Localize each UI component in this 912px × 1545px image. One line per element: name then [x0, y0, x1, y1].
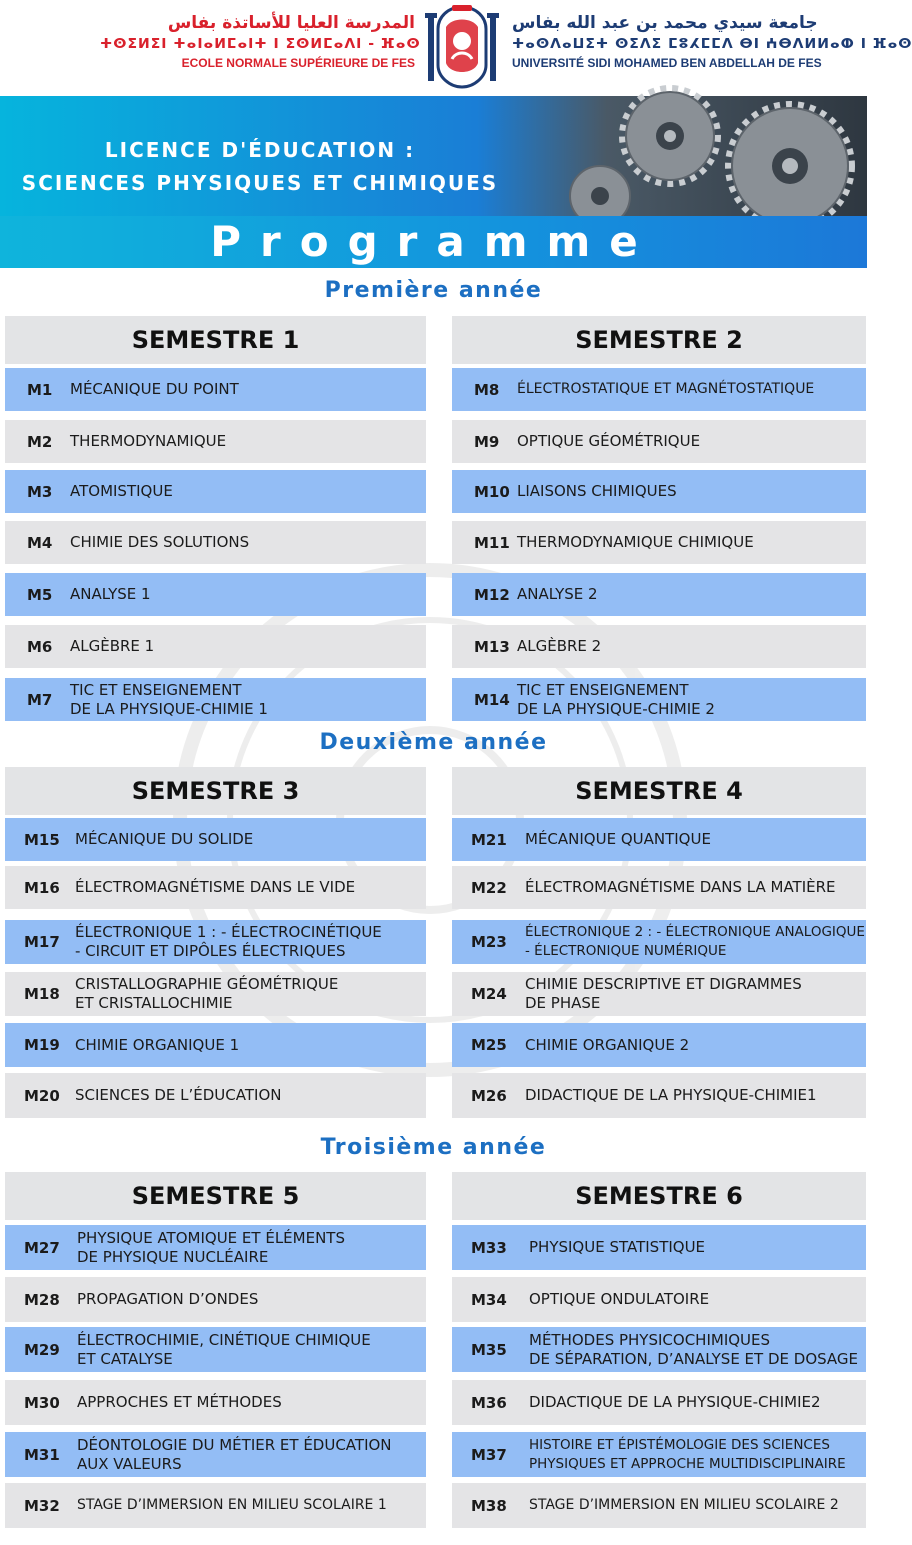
module-title	[75, 830, 253, 849]
ens-french-name: ECOLE NORMALE SUPÉRIEURE DE FES	[181, 56, 415, 70]
ens-fes-name	[100, 12, 421, 72]
module-title	[75, 975, 338, 1013]
module-title-line1: TIC ET ENSEIGNEMENT	[517, 680, 689, 699]
module-title-line1: STAGE D’IMMERSION EN MILIEU SCOLAIRE 2	[529, 1497, 839, 1513]
module-code: M15	[24, 830, 60, 849]
module-code: M30	[24, 1393, 60, 1412]
module-code: M33	[471, 1238, 507, 1257]
module-code: M32	[24, 1496, 60, 1515]
module-row	[452, 920, 866, 964]
module-title-line2: DE LA PHYSIQUE-CHIMIE 1	[70, 699, 268, 718]
module-code: M6	[27, 637, 53, 656]
module-code: M4	[27, 533, 53, 552]
module-title-line1: MÉCANIQUE QUANTIQUE	[525, 830, 711, 848]
module-title-line1: ÉLECTROCHIMIE, CINÉTIQUE CHIMIQUE	[77, 1330, 371, 1349]
module-title	[529, 1331, 858, 1369]
module-row	[452, 368, 866, 411]
module-code: M27	[24, 1238, 60, 1257]
module-row	[452, 1225, 866, 1270]
module-row	[5, 368, 426, 411]
module-code: M24	[471, 985, 507, 1003]
module-row	[452, 470, 866, 513]
module-title	[70, 533, 249, 552]
module-title-line1: CHIMIE ORGANIQUE 1	[75, 1035, 240, 1054]
module-row	[452, 1073, 866, 1118]
module-title-line1: DIDACTIQUE DE LA PHYSIQUE-CHIMIE2	[529, 1393, 821, 1411]
module-row	[5, 625, 426, 668]
module-row	[5, 818, 426, 861]
module-row	[452, 972, 866, 1016]
semester-header: SEMESTRE 2	[452, 316, 866, 364]
module-title	[77, 1331, 371, 1369]
module-title	[529, 1393, 821, 1412]
module-code: M2	[27, 432, 53, 451]
module-title	[525, 975, 802, 1013]
module-code: M25	[471, 1036, 507, 1054]
gears-image	[470, 96, 867, 216]
module-row	[452, 573, 866, 616]
module-row	[452, 678, 866, 721]
module-title-line2: AUX VALEURS	[77, 1454, 182, 1473]
year-heading: Deuxième année	[319, 730, 548, 755]
module-code: M13	[474, 637, 510, 656]
module-code: M38	[471, 1496, 507, 1515]
module-title	[517, 533, 754, 552]
module-row	[5, 1225, 426, 1270]
module-title-line1: OPTIQUE GÉOMÉTRIQUE	[517, 432, 701, 450]
module-code: M9	[474, 432, 500, 451]
semester-header: SEMESTRE 3	[5, 767, 426, 815]
module-row	[5, 678, 426, 721]
module-code: M12	[474, 585, 510, 604]
module-title-line1: PHYSIQUE ATOMIQUE ET ÉLÉMENTS	[77, 1228, 345, 1247]
module-row	[452, 625, 866, 668]
module-row	[452, 1432, 866, 1477]
module-title-line1: STAGE D’IMMERSION EN MILIEU SCOLAIRE 1	[77, 1497, 387, 1513]
module-row	[5, 521, 426, 564]
module-title	[75, 1036, 239, 1055]
module-title-line1: APPROCHES ET MÉTHODES	[77, 1393, 282, 1411]
module-title-line2: - CIRCUIT ET DIPÔLES ÉLECTRIQUES	[75, 942, 346, 960]
module-row	[452, 1277, 866, 1322]
module-title	[70, 681, 268, 719]
module-title-line1: MÉTHODES PHYSICOCHIMIQUES	[529, 1330, 771, 1349]
module-code: M17	[24, 933, 60, 951]
module-row	[452, 818, 866, 861]
module-title	[517, 380, 814, 399]
module-row	[5, 1483, 426, 1528]
module-code: M36	[471, 1393, 507, 1412]
usmba-french-name: UNIVERSITÉ SIDI MOHAMED BEN ABDELLAH DE FES	[512, 56, 822, 70]
module-row	[5, 866, 426, 909]
year-heading: Troisième année	[320, 1135, 547, 1160]
module-title	[529, 1290, 709, 1309]
module-code: M18	[24, 985, 60, 1003]
licence-title-line1: LICENCE D'ÉDUCATION :	[104, 138, 416, 162]
module-title	[75, 1086, 281, 1105]
module-title	[75, 923, 382, 961]
module-title	[77, 1436, 392, 1474]
module-row	[452, 1023, 866, 1067]
module-row	[5, 1432, 426, 1477]
module-title-line1: THERMODYNAMIQUE	[70, 432, 227, 450]
module-row	[5, 573, 426, 616]
module-code: M29	[24, 1340, 60, 1359]
module-code: M23	[471, 933, 507, 951]
module-title-line1: ANALYSE 2	[517, 585, 598, 603]
module-row	[5, 1277, 426, 1322]
ens-arabic-name: المدرسة العليا للأساتذة بفاس	[167, 13, 415, 33]
header	[0, 0, 912, 96]
module-row	[5, 470, 426, 513]
module-title	[70, 637, 154, 656]
module-title	[529, 1496, 839, 1515]
module-code: M26	[471, 1086, 507, 1105]
module-title-line1: TIC ET ENSEIGNEMENT	[70, 680, 242, 699]
module-code: M20	[24, 1086, 60, 1105]
module-title	[77, 1229, 345, 1267]
module-code: M22	[471, 878, 507, 897]
module-title-line1: ATOMISTIQUE	[70, 482, 173, 500]
module-code: M14	[474, 690, 510, 709]
module-code: M1	[27, 380, 53, 399]
module-title-line1: DIDACTIQUE DE LA PHYSIQUE-CHIMIE1	[525, 1086, 817, 1104]
module-code: M35	[471, 1340, 507, 1359]
module-title-line1: MÉCANIQUE DU SOLIDE	[75, 830, 254, 848]
module-code: M34	[471, 1290, 507, 1309]
module-code: M8	[474, 380, 500, 399]
module-title-line1: HISTOIRE ET ÉPISTÉMOLOGIE DES SCIENCES	[529, 1436, 830, 1453]
module-code: M7	[27, 690, 53, 709]
module-code: M11	[474, 533, 510, 552]
module-title-line2: ET CRISTALLOCHIMIE	[75, 994, 233, 1012]
module-row	[5, 1327, 426, 1372]
module-title-line1: ÉLECTRONIQUE 1 : - ÉLECTROCINÉTIQUE	[75, 923, 382, 941]
university-logo	[422, 3, 502, 91]
ens-tifinagh-name: ⵜⵙⵉⵍⵉⵏ ⵜⴰⵏⴰⵍⵎⴰⵏⵜ ⵏ ⵉⵙⵍⵎⴰⴷⵏ - ⴼⴰⵙ	[100, 36, 421, 52]
module-title-line1: ÉLECTROMAGNÉTISME DANS LE VIDE	[75, 878, 356, 896]
semester-header: SEMESTRE 1	[5, 316, 426, 364]
module-row	[452, 1380, 866, 1425]
module-title	[77, 1496, 387, 1515]
programme-heading: Programme	[0, 216, 867, 268]
licence-title-line2: SCIENCES PHYSIQUES ET CHIMIQUES	[21, 171, 499, 195]
module-title-line2: - ÉLECTRONIQUE NUMÉRIQUE	[525, 943, 727, 959]
module-title-line1: THERMODYNAMIQUE CHIMIQUE	[517, 533, 754, 551]
semester-header: SEMESTRE 4	[452, 767, 866, 815]
module-title	[525, 923, 865, 961]
module-title	[525, 830, 711, 849]
module-code: M28	[24, 1290, 60, 1309]
module-title-line2: DE PHASE	[525, 994, 601, 1012]
module-title	[70, 432, 226, 451]
module-row	[5, 1023, 426, 1067]
module-title-line1: ÉLECTROSTATIQUE ET MAGNÉTOSTATIQUE	[517, 381, 815, 397]
module-title	[77, 1393, 282, 1412]
module-title-line1: DÉONTOLOGIE DU MÉTIER ET ÉDUCATION	[77, 1435, 392, 1454]
module-title	[517, 432, 700, 451]
module-row	[452, 1483, 866, 1528]
module-title-line1: CHIMIE DES SOLUTIONS	[70, 533, 250, 551]
module-title	[517, 482, 677, 501]
module-title-line1: OPTIQUE ONDULATOIRE	[529, 1290, 710, 1308]
module-title-line1: SCIENCES DE L’ÉDUCATION	[75, 1086, 282, 1104]
module-title-line1: CRISTALLOGRAPHIE GÉOMÉTRIQUE	[75, 975, 339, 993]
module-title	[70, 482, 173, 501]
semester-header: SEMESTRE 6	[452, 1172, 866, 1220]
module-row	[452, 521, 866, 564]
module-title	[75, 878, 355, 897]
module-title-line1: LIAISONS CHIMIQUES	[517, 482, 677, 500]
licence-banner	[0, 96, 867, 216]
year-heading: Première année	[324, 278, 543, 303]
module-title	[529, 1238, 705, 1257]
module-code: M37	[471, 1445, 507, 1464]
module-code: M19	[24, 1036, 60, 1054]
module-title	[525, 1036, 689, 1055]
module-row	[5, 920, 426, 964]
module-code: M5	[27, 585, 53, 604]
module-row	[452, 420, 866, 463]
module-row	[5, 420, 426, 463]
module-code: M3	[27, 482, 53, 501]
module-title-line2: DE PHYSIQUE NUCLÉAIRE	[77, 1247, 269, 1266]
module-title	[77, 1290, 258, 1309]
module-row	[452, 1327, 866, 1372]
module-row	[5, 1073, 426, 1118]
module-title-line1: CHIMIE DESCRIPTIVE ET DIGRAMMES	[525, 975, 802, 993]
usmba-tifinagh-name: ⵜⴰⵙⴷⴰⵡⵉⵜ ⵙⵉⴷⵉ ⵎⵓⵃⵎⵎⴷ ⴱⵏ ⵄⴱⴷⵍⵍⴰⵀ ⵏ ⴼⴰⵙ	[512, 36, 912, 52]
module-title-line1: ÉLECTRONIQUE 2 : - ÉLECTRONIQUE ANALOGIQUE	[525, 924, 865, 940]
module-title	[70, 380, 239, 399]
module-title	[517, 681, 715, 719]
module-title-line1: ALGÈBRE 1	[70, 637, 155, 655]
module-title-line2: ET CATALYSE	[77, 1349, 173, 1368]
module-title-line1: PROPAGATION D’ONDES	[77, 1290, 259, 1308]
module-title-line1: ANALYSE 1	[70, 585, 151, 603]
module-code: M16	[24, 878, 60, 897]
module-title-line1: PHYSIQUE STATISTIQUE	[529, 1238, 706, 1256]
module-code: M10	[474, 482, 510, 501]
module-title-line2: PHYSIQUES ET APPROCHE MULTIDISCIPLINAIRE	[529, 1455, 846, 1472]
module-title-line1: CHIMIE ORGANIQUE 2	[525, 1035, 690, 1054]
usmba-arabic-name: جامعة سيدي محمد بن عبد الله بفاس	[512, 13, 818, 33]
module-title	[525, 878, 836, 897]
module-title	[529, 1436, 846, 1474]
module-title-line2: DE LA PHYSIQUE-CHIMIE 2	[517, 699, 715, 718]
module-title	[517, 637, 601, 656]
module-title	[70, 585, 151, 604]
module-code: M31	[24, 1445, 60, 1464]
module-title-line1: MÉCANIQUE DU POINT	[70, 380, 239, 398]
module-title	[525, 1086, 817, 1105]
semester-header: SEMESTRE 5	[5, 1172, 426, 1220]
usmba-name	[512, 12, 912, 72]
module-title-line1: ALGÈBRE 2	[517, 637, 602, 655]
module-title-line2: DE SÉPARATION, D’ANALYSE ET DE DOSAGE	[529, 1349, 859, 1368]
module-row	[5, 1380, 426, 1425]
module-row	[452, 866, 866, 909]
licence-title	[0, 134, 520, 200]
module-row	[5, 972, 426, 1016]
module-title-line1: ÉLECTROMAGNÉTISME DANS LA MATIÈRE	[525, 878, 836, 896]
module-code: M21	[471, 830, 507, 849]
module-title	[517, 585, 598, 604]
